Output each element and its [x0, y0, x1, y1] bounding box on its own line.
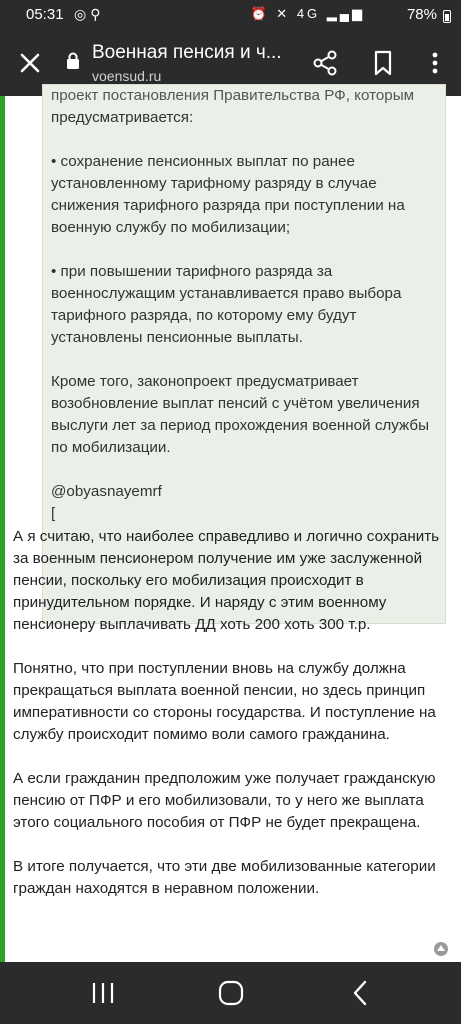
status-time: 05:31: [26, 6, 64, 23]
page-url[interactable]: voensud.ru: [92, 68, 162, 84]
system-navbar: [0, 962, 461, 1024]
post-paragraph: В итоге получается, что эти две мобилизованные категории граждан находятся в неравном положении.: [13, 858, 436, 897]
post-paragraph: А я считаю, что наиболее справедливо и логично сохранить за военным пенсионером получение им уже заслуженной пенсии, поскольку его мобилизация происходит в принудительном порядке. И наряду с этим военному пенсионеру выплачивать ДД хоть 200 хоть 300 т.р.: [13, 528, 440, 633]
share-icon[interactable]: [310, 48, 340, 78]
quote-paragraph: • при повышении тарифного разряда за военнослужащим устанавливается право выбора тарифного разряда, по которому ему будут установлены пенсионные выплаты.: [51, 263, 402, 346]
status-bar: [0, 0, 461, 30]
close-icon[interactable]: [14, 47, 46, 79]
article-content[interactable]: [0, 87, 461, 962]
network-type: 4G: [296, 6, 321, 21]
quote-paragraph: Кроме того, законопроект предусматривает возобновление выплат пенсий с учётом увеличения выслуги лет за период прохождения военной службы по мобилизации.: [51, 373, 429, 456]
bookmark-icon[interactable]: [368, 48, 398, 78]
post-paragraph: А если гражданин предположим уже получает гражданскую пенсию от ПФР и его мобилизовали, то у него же выплата этого социального пособия от ПФР не будет прекращена.: [13, 770, 436, 831]
more-menu-icon[interactable]: [420, 48, 450, 78]
lock-icon: [66, 52, 80, 70]
quote-source[interactable]: @obyasnayemrf: [51, 483, 162, 500]
app-notification-icon: ◎: [74, 6, 91, 22]
search-notification-icon: ⚲: [90, 6, 105, 22]
post-body: [13, 526, 453, 922]
page-title: Военная пенсия и ч...: [92, 42, 282, 63]
notification-icons: [74, 6, 104, 23]
battery-level: 78%: [406, 6, 437, 23]
battery-icon: [443, 10, 451, 23]
quote-paragraph: предусматривается:: [51, 109, 194, 126]
back-icon[interactable]: [350, 980, 370, 1006]
recent-apps-icon[interactable]: [90, 981, 116, 1005]
signal-icon: ▂▄▆: [326, 6, 365, 21]
quote-cut-line: проект постановления Правительства РФ, которым: [51, 87, 415, 104]
mute-icon: ✕: [276, 6, 291, 21]
accent-bar: [0, 96, 5, 962]
quote-bracket: [: [51, 505, 56, 522]
alarm-icon: ⏰: [250, 6, 270, 21]
system-icons: [250, 6, 365, 22]
post-paragraph: Понятно, что при поступлении вновь на службу должна прекращаться выплата военной пенсии, но здесь принцип императивности со стороны государства. И поступление на службу происходит помимо воли самого гражданина.: [13, 660, 436, 743]
quote-paragraph: • сохранение пенсионных выплат по ранее установленному тарифному разряду в случае снижения тарифного разряда при поступлении на военную службу по мобилизации;: [51, 153, 405, 236]
scroll-to-top-icon[interactable]: [434, 942, 448, 956]
home-icon[interactable]: [218, 980, 244, 1006]
